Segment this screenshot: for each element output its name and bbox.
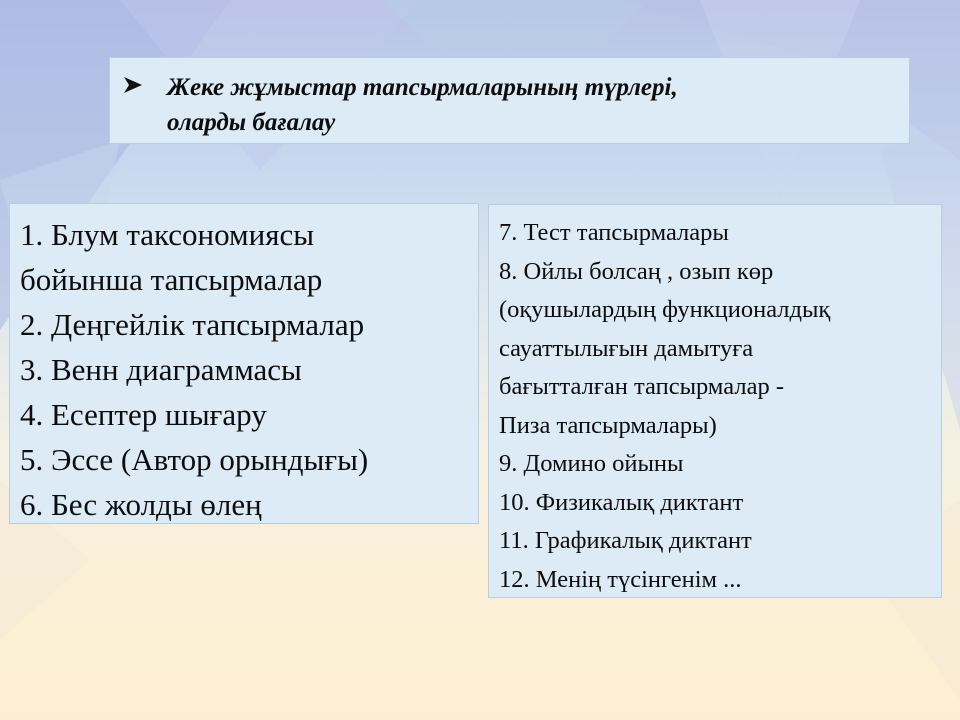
right-list-box — [488, 204, 942, 598]
list-item: бойынша тапсырмалар — [20, 262, 323, 297]
list-item: 4. Есептер шығару — [20, 397, 267, 432]
list-item: 11. Графикалық диктант — [499, 527, 752, 554]
list-item: 10. Физикалық диктант — [499, 488, 744, 516]
list-item: сауаттылығын дамытуға — [499, 334, 754, 362]
title-line-1: Жеке жұмыстар тапсырмаларының түрлері, — [167, 74, 678, 101]
left-task-list — [10, 204, 478, 527]
list-item: бағытталған тапсырмалар - — [499, 373, 784, 400]
list-item: 3. Венн диаграммасы — [20, 352, 302, 387]
arrow-bullet-icon — [122, 74, 144, 96]
list-item: 9. Домино ойыны — [499, 450, 684, 477]
list-item: 7. Тест тапсырмалары — [499, 219, 729, 246]
slide-title — [167, 70, 897, 140]
list-item: 6. Бес жолды өлең — [20, 487, 262, 522]
list-item: 5. Эссе (Автор орындығы) — [20, 442, 369, 477]
title-box — [109, 57, 910, 144]
list-item: (оқушылардың функционалдық — [499, 296, 831, 323]
list-item: 8. Ойлы болсаң , озып көр — [499, 257, 774, 285]
list-item: 1. Блум таксономиясы — [20, 217, 315, 252]
list-item: 2. Деңгейлік тапсырмалар — [20, 307, 365, 342]
title-line-2: оларды бағалау — [167, 109, 336, 136]
list-item: Пиза тапсырмалары) — [499, 411, 717, 439]
list-item: 12. Менің түсінгенім ... — [499, 565, 742, 593]
right-task-list — [489, 205, 941, 599]
left-list-box — [9, 203, 479, 524]
